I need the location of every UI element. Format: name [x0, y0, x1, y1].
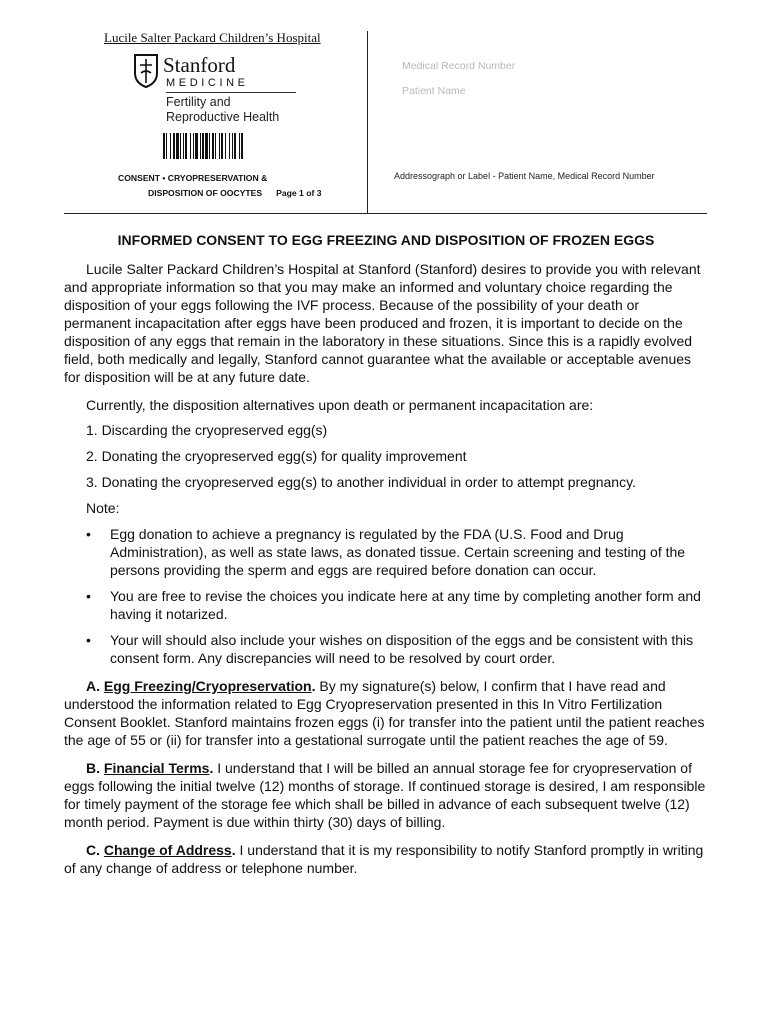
medical-record-number-field[interactable]: Medical Record Number	[402, 60, 516, 72]
note-item	[64, 587, 708, 623]
note-item	[64, 631, 708, 667]
form-title	[118, 171, 322, 201]
header-horizontal-divider	[64, 213, 707, 214]
section-a	[64, 677, 708, 749]
stanford-medicine-logo	[133, 53, 313, 133]
hospital-name: Lucile Salter Packard Children’s Hospital	[104, 30, 321, 45]
addressograph-label: Addressograph or Label - Patient Name, Medical Record Number	[394, 171, 655, 181]
alternative-item: 2. Donating the cryopreserved egg(s) for quality improvement	[86, 448, 467, 464]
section-b-letter: B.	[86, 760, 100, 776]
logo-subtitle: MEDICINE	[166, 77, 249, 89]
document-title: INFORMED CONSENT TO EGG FREEZING AND DISPOSITION OF FROZEN EGGS	[117, 232, 655, 248]
note-text: Egg donation to achieve a pregnancy is regulated by the FDA (U.S. Food and Drug Administration), as well as state laws, as donated tissue. Certain screening and testing of the persons providing the sperm and eggs are required before donation can occur.	[110, 526, 686, 578]
form-title-line1: CONSENT • CRYOPRESERVATION &	[118, 173, 268, 183]
barcode-icon	[163, 133, 281, 159]
section-c-heading: Change of Address	[103, 842, 232, 858]
logo-divider	[166, 92, 296, 93]
section-c-body: I understand that it is my responsibility to notify Stanford promptly in writing of any change of address or telephone number.	[64, 842, 704, 876]
stanford-shield-icon	[133, 53, 159, 89]
alternative-item: 1. Discarding the cryopreserved egg(s)	[86, 422, 328, 438]
logo-wordmark: Stanford	[163, 53, 236, 77]
section-a-body: By my signature(s) below, I confirm that I have read and understood the information related to Egg Cryopreservation presented in this In Vitro Fertilization Consent Booklet. Stanford maintains frozen eggs (i) for transfer into the patient until the patient reaches the age of 55 or (ii) for transfer into a gestational surrogate until the patient reaches the age of 59.	[64, 678, 705, 748]
logo-dept-line1: Fertility and	[166, 95, 231, 109]
notes-list	[64, 525, 708, 667]
section-a-letter: A.	[86, 678, 100, 694]
section-b-punct: .	[209, 760, 214, 776]
section-c-punct: .	[231, 842, 236, 858]
intro-paragraph: Lucile Salter Packard Children’s Hospital at Stanford (Stanford) desires to provide you with relevant and appropriate information so that you may make an informed and voluntary choice regarding the disposition of your eggs following the IVF process. Because of the possibility of your death or permanent incapacitation after eggs have been produced and frozen, it is important to decide on the disposition of any eggs that remain in the laboratory in these situations. Since this is a rapidly evolved field, both medically and legally, Stanford cannot guarantee what the available or acceptable avenues for disposition will be at any future date.	[64, 261, 701, 385]
section-a-punct: .	[311, 678, 316, 694]
bullet-icon: •	[86, 526, 91, 542]
section-b-body: I understand that I will be billed an annual storage fee for cryopreservation of eggs following the initial twelve (12) months of storage. If continued storage is desired, I am responsible for timely payment of the storage fee which shall be billed in advance of each subsequent twelve (12) month period. Payment is due within thirty (30) days of billing.	[64, 760, 706, 830]
section-a-heading: Egg Freezing/Cryopreservation	[103, 678, 312, 694]
note-item	[64, 525, 708, 579]
section-b	[64, 759, 708, 831]
bullet-icon: •	[86, 632, 91, 648]
patient-name-field[interactable]: Patient Name	[402, 85, 466, 97]
alternative-item: 3. Donating the cryopreserved egg(s) to another individual in order to attempt pregnancy.	[86, 474, 636, 490]
note-text: Your will should also include your wishes on disposition of the eggs and be consistent with this consent form. Any discrepancies will need to be resolved by court order.	[110, 632, 694, 666]
alternatives-heading: Currently, the disposition alternatives upon death or permanent incapacitation are:	[86, 397, 594, 413]
section-b-heading: Financial Terms	[103, 760, 210, 776]
section-c	[64, 841, 708, 877]
form-title-line2: DISPOSITION OF OOCYTES	[148, 188, 263, 198]
page-number: Page 1 of 3	[276, 188, 322, 198]
bullet-icon: •	[86, 588, 91, 604]
document-body	[64, 231, 708, 887]
logo-dept-line2: Reproductive Health	[166, 110, 280, 124]
header-vertical-divider	[367, 31, 368, 214]
section-c-letter: C.	[86, 842, 100, 858]
note-label: Note:	[86, 500, 120, 516]
logo-department	[166, 95, 279, 125]
note-text: You are free to revise the choices you indicate here at any time by completing another form and having it notarized.	[110, 588, 701, 622]
